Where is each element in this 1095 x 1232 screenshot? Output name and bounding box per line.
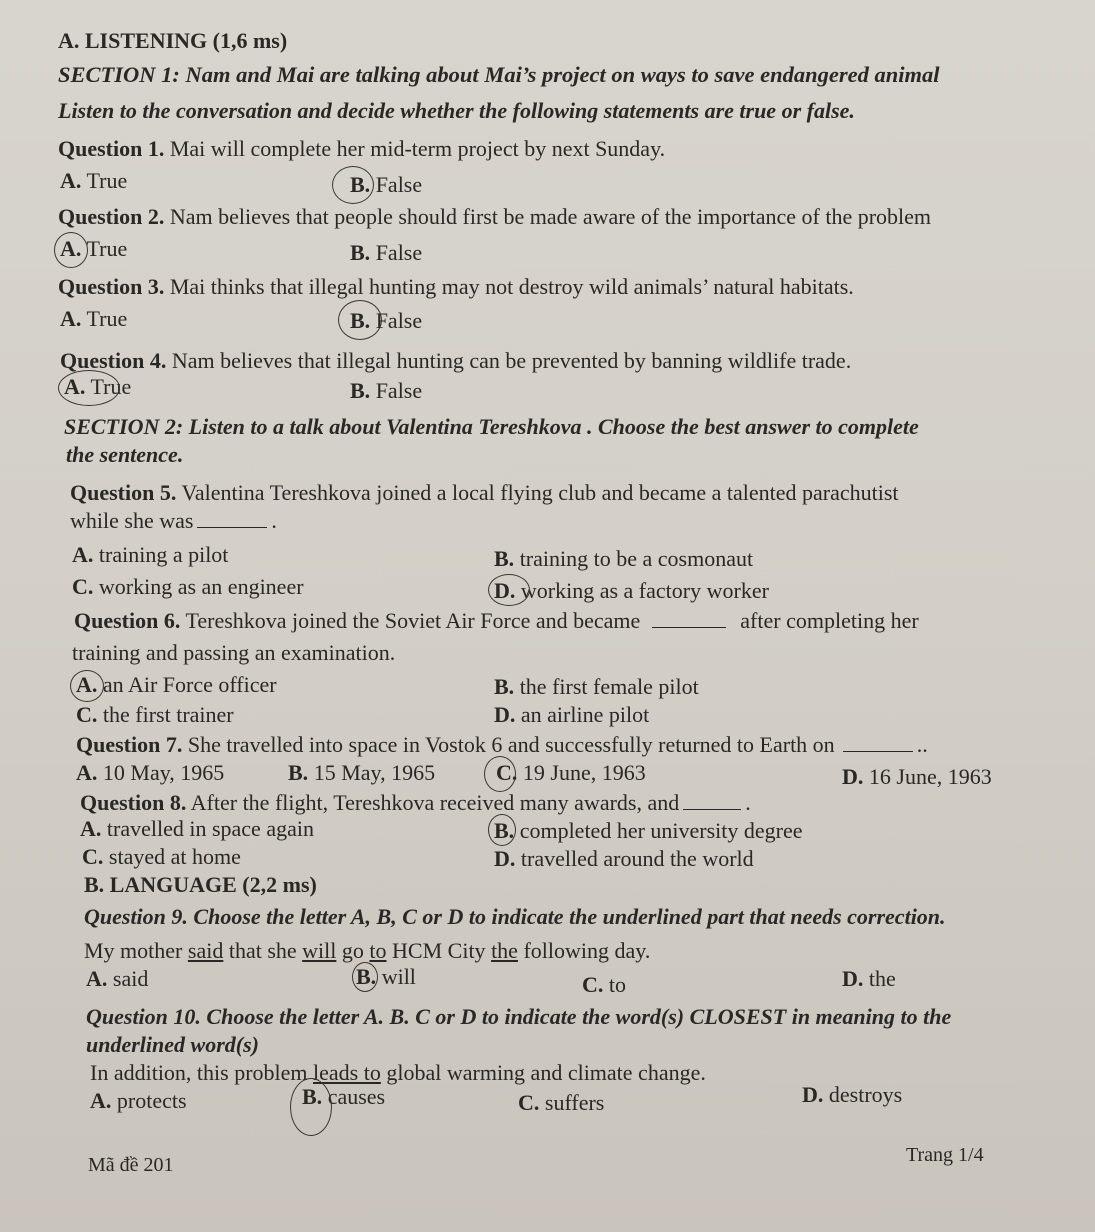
q1-option-a[interactable]: A. True	[60, 168, 128, 193]
q10-option-d[interactable]: D. destroys	[802, 1082, 903, 1107]
q7-option-b[interactable]: B. 15 May, 1965	[288, 760, 436, 785]
section-2-heading: SECTION 2: Listen to a talk about Valentina Tereshkova . Choose the best answer to complete	[64, 414, 919, 439]
q6-option-b[interactable]: B. the first female pilot	[494, 674, 699, 699]
q3-answer-circle	[338, 300, 382, 340]
q10-option-c[interactable]: C. suffers	[518, 1090, 605, 1115]
q8-answer-circle	[488, 814, 516, 846]
q9-underline-the: the	[491, 938, 518, 963]
q3-option-a[interactable]: A. True	[60, 306, 128, 331]
question-4: Question 4. Nam believes that illegal hunting can be prevented by banning wildlife trade.	[60, 348, 852, 373]
q4-option-a[interactable]: A. True	[64, 374, 132, 399]
q6-option-c[interactable]: C. the first trainer	[76, 702, 234, 727]
q7-option-d[interactable]: D. 16 June, 1963	[842, 764, 992, 789]
section-1-instruction: Listen to the conversation and decide whether the following statements are true or false.	[58, 98, 855, 123]
q9-option-d[interactable]: D. the	[842, 966, 896, 991]
question-2: Question 2. Nam believes that people should first be made aware of the importance of the problem	[58, 204, 932, 229]
q9-option-c[interactable]: C. to	[582, 972, 627, 997]
q8-option-d[interactable]: D. travelled around the world	[494, 846, 754, 871]
q9-underline-will: will	[302, 938, 337, 963]
q10-option-b[interactable]: B. causes	[302, 1084, 386, 1109]
q8-option-a[interactable]: A. travelled in space again	[80, 816, 314, 841]
question-9: Question 9. Choose the letter A, B, C or D to indicate the underlined part that needs correction.	[84, 904, 946, 929]
q5-option-b[interactable]: B. training to be a cosmonaut	[494, 546, 754, 571]
question-6-cont: training and passing an examination.	[72, 640, 396, 665]
q2-option-a[interactable]: A. True	[60, 236, 128, 261]
question-5-cont: while she was .	[70, 508, 277, 533]
q9-option-b[interactable]: B. will	[356, 964, 416, 989]
q9-answer-circle	[352, 962, 378, 992]
question-6: Question 6. Tereshkova joined the Soviet Air Force and became after completing her	[74, 608, 919, 633]
q5-answer-circle	[488, 574, 530, 606]
q5-blank	[197, 509, 267, 528]
q6-option-a[interactable]: A. an Air Force officer	[76, 672, 277, 697]
q9-underline-said: said	[187, 938, 224, 963]
q8-option-b[interactable]: B. completed her university degree	[494, 818, 803, 843]
question-8: Question 8. After the flight, Tereshkova received many awards, and .	[80, 790, 751, 815]
q1-answer-circle	[332, 166, 374, 204]
q5-option-d[interactable]: D. working as a factory worker	[494, 578, 769, 603]
section-2-heading-cont: the sentence.	[66, 442, 184, 467]
q4-option-b[interactable]: B. False	[350, 378, 423, 403]
exam-code: Mã đề 201	[88, 1154, 174, 1176]
q4-answer-circle	[58, 370, 120, 406]
q7-answer-circle	[484, 756, 516, 792]
q9-option-a[interactable]: A. said	[86, 966, 149, 991]
question-7: Question 7. She travelled into space in Vostok 6 and successfully returned to Earth on ..	[76, 732, 928, 757]
q10-option-a[interactable]: A. protects	[90, 1088, 187, 1113]
question-5: Question 5. Valentina Tereshkova joined a local flying club and became a talented parachutist	[70, 480, 899, 505]
question-10: Question 10. Choose the letter A. B. C or D to indicate the word(s) CLOSEST in meaning to the	[86, 1004, 952, 1029]
q5-option-c[interactable]: C. working as an engineer	[72, 574, 304, 599]
q2-answer-circle	[54, 232, 88, 268]
q7-option-a[interactable]: A. 10 May, 1965	[76, 760, 225, 785]
question-1: Question 1. Mai will complete her mid-term project by next Sunday.	[58, 136, 666, 161]
q2-option-b[interactable]: B. False	[350, 240, 423, 265]
section-b-title: B. LANGUAGE (2,2 ms)	[84, 872, 317, 897]
page-number: Trang 1/4	[906, 1144, 984, 1166]
q6-answer-circle	[70, 670, 104, 702]
q5-option-a[interactable]: A. training a pilot	[72, 542, 229, 567]
question-3: Question 3. Mai thinks that illegal hunting may not destroy wild animals’ natural habitats.	[58, 274, 854, 299]
q3-option-b[interactable]: B. False	[350, 308, 423, 333]
q8-option-c[interactable]: C. stayed at home	[82, 844, 241, 869]
section-1-heading: SECTION 1: Nam and Mai are talking about Mai’s project on ways to save endangered animal	[58, 62, 940, 87]
q10-answer-circle	[290, 1078, 332, 1136]
q9-underline-to: to	[369, 938, 387, 963]
q1-option-b[interactable]: B. False	[350, 172, 423, 197]
q10-underline: leads to	[313, 1060, 381, 1085]
q6-option-d[interactable]: D. an airline pilot	[494, 702, 650, 727]
q10-sentence: In addition, this problem leads to global warming and climate change.	[90, 1060, 706, 1085]
q7-option-c[interactable]: C. 19 June, 1963	[496, 760, 646, 785]
question-10-cont: underlined word(s)	[86, 1032, 259, 1057]
q9-sentence: My mother said that she will go to HCM City the following day.	[84, 938, 651, 963]
section-a-title: A. LISTENING (1,6 ms)	[58, 28, 288, 53]
